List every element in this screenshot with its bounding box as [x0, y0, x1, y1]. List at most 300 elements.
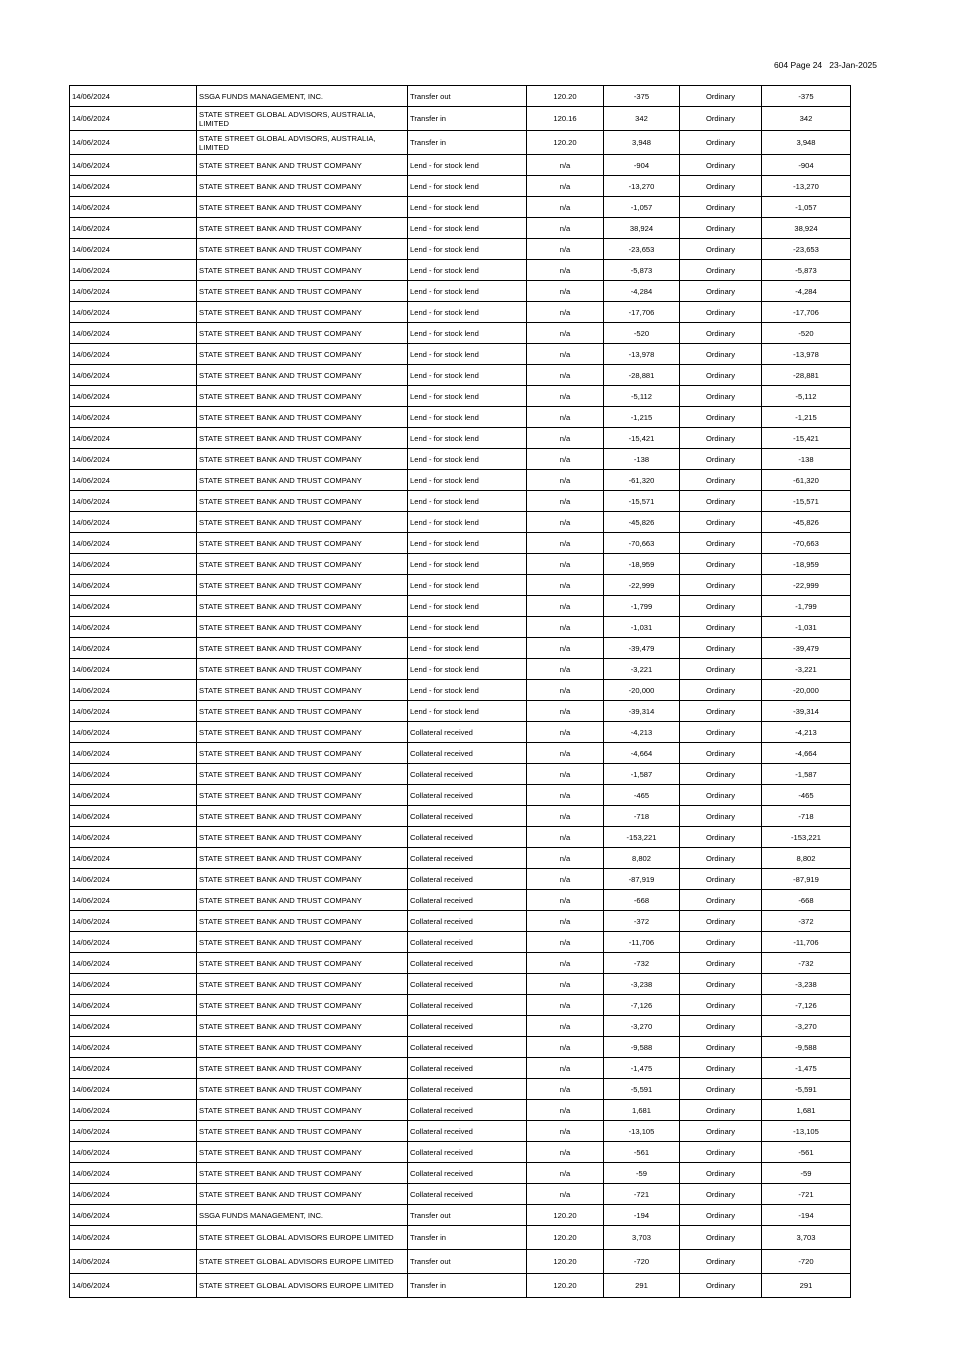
cell-consideration: -20,000: [604, 680, 680, 701]
page-ref: 604 Page 24: [773, 60, 823, 70]
cell-date: 14/06/2024: [70, 827, 197, 848]
cell-date: 14/06/2024: [70, 911, 197, 932]
cell-class: Ordinary: [680, 1037, 762, 1058]
cell-consideration: 342: [604, 107, 680, 131]
cell-price: n/a: [527, 575, 604, 596]
cell-price: n/a: [527, 932, 604, 953]
cell-date: 14/06/2024: [70, 1100, 197, 1121]
cell-class: Ordinary: [680, 533, 762, 554]
cell-class: Ordinary: [680, 659, 762, 680]
cell-date: 14/06/2024: [70, 239, 197, 260]
cell-date: 14/06/2024: [70, 107, 197, 131]
cell-price: n/a: [527, 722, 604, 743]
table-row: [70, 407, 851, 428]
cell-nature-of-change: Lend - for stock lend: [408, 155, 527, 176]
cell-nature-of-change: Lend - for stock lend: [408, 260, 527, 281]
cell-consideration: -87,919: [604, 869, 680, 890]
cell-securities: -375: [762, 86, 851, 107]
cell-class: Ordinary: [680, 197, 762, 218]
cell-consideration: -15,571: [604, 491, 680, 512]
cell-nature-of-change: Transfer out: [408, 1205, 527, 1226]
cell-consideration: 38,924: [604, 218, 680, 239]
table-row: [70, 1205, 851, 1226]
cell-class: Ordinary: [680, 617, 762, 638]
table-row: [70, 1037, 851, 1058]
cell-securities: -1,799: [762, 596, 851, 617]
cell-entity: STATE STREET GLOBAL ADVISORS, AUSTRALIA, LIMITED: [197, 107, 408, 131]
cell-securities: -4,664: [762, 743, 851, 764]
cell-date: 14/06/2024: [70, 785, 197, 806]
cell-securities: -721: [762, 1184, 851, 1205]
cell-class: Ordinary: [680, 344, 762, 365]
cell-entity: STATE STREET BANK AND TRUST COMPANY: [197, 1100, 408, 1121]
cell-date: 14/06/2024: [70, 533, 197, 554]
table-row: [70, 701, 851, 722]
cell-class: Ordinary: [680, 155, 762, 176]
cell-date: 14/06/2024: [70, 953, 197, 974]
cell-nature-of-change: Lend - for stock lend: [408, 470, 527, 491]
cell-entity: STATE STREET BANK AND TRUST COMPANY: [197, 1016, 408, 1037]
cell-nature-of-change: Lend - for stock lend: [408, 554, 527, 575]
cell-date: 14/06/2024: [70, 1250, 197, 1274]
cell-entity: STATE STREET BANK AND TRUST COMPANY: [197, 197, 408, 218]
cell-consideration: -1,799: [604, 596, 680, 617]
cell-entity: STATE STREET BANK AND TRUST COMPANY: [197, 659, 408, 680]
cell-entity: STATE STREET BANK AND TRUST COMPANY: [197, 1184, 408, 1205]
cell-price: 120.20: [527, 86, 604, 107]
cell-nature-of-change: Lend - for stock lend: [408, 512, 527, 533]
cell-entity: STATE STREET BANK AND TRUST COMPANY: [197, 680, 408, 701]
cell-securities: -3,238: [762, 974, 851, 995]
cell-class: Ordinary: [680, 1274, 762, 1298]
cell-class: Ordinary: [680, 848, 762, 869]
cell-date: 14/06/2024: [70, 638, 197, 659]
cell-price: n/a: [527, 1037, 604, 1058]
cell-class: Ordinary: [680, 932, 762, 953]
cell-securities: -720: [762, 1250, 851, 1274]
cell-date: 14/06/2024: [70, 743, 197, 764]
cell-class: Ordinary: [680, 1142, 762, 1163]
cell-date: 14/06/2024: [70, 302, 197, 323]
cell-date: 14/06/2024: [70, 869, 197, 890]
table-row: [70, 218, 851, 239]
cell-securities: -5,873: [762, 260, 851, 281]
cell-price: n/a: [527, 596, 604, 617]
cell-date: 14/06/2024: [70, 1016, 197, 1037]
cell-price: n/a: [527, 806, 604, 827]
cell-date: 14/06/2024: [70, 155, 197, 176]
cell-price: 120.20: [527, 1226, 604, 1250]
cell-consideration: -13,105: [604, 1121, 680, 1142]
cell-consideration: -5,591: [604, 1079, 680, 1100]
cell-date: 14/06/2024: [70, 1226, 197, 1250]
cell-consideration: -561: [604, 1142, 680, 1163]
cell-date: 14/06/2024: [70, 365, 197, 386]
cell-price: n/a: [527, 848, 604, 869]
cell-class: Ordinary: [680, 638, 762, 659]
cell-class: Ordinary: [680, 680, 762, 701]
cell-class: Ordinary: [680, 302, 762, 323]
cell-date: 14/06/2024: [70, 1121, 197, 1142]
cell-price: 120.20: [527, 131, 604, 155]
table-row: [70, 1079, 851, 1100]
cell-securities: -372: [762, 911, 851, 932]
cell-class: Ordinary: [680, 743, 762, 764]
cell-price: n/a: [527, 659, 604, 680]
cell-securities: -732: [762, 953, 851, 974]
cell-securities: -13,105: [762, 1121, 851, 1142]
cell-entity: STATE STREET BANK AND TRUST COMPANY: [197, 260, 408, 281]
cell-consideration: -5,112: [604, 386, 680, 407]
table-row: [70, 155, 851, 176]
cell-securities: -7,126: [762, 995, 851, 1016]
cell-nature-of-change: Lend - for stock lend: [408, 218, 527, 239]
table-row: [70, 806, 851, 827]
cell-entity: STATE STREET BANK AND TRUST COMPANY: [197, 806, 408, 827]
cell-date: 14/06/2024: [70, 512, 197, 533]
cell-securities: -4,284: [762, 281, 851, 302]
cell-price: n/a: [527, 281, 604, 302]
cell-date: 14/06/2024: [70, 491, 197, 512]
cell-class: Ordinary: [680, 218, 762, 239]
cell-securities: -59: [762, 1163, 851, 1184]
cell-entity: STATE STREET BANK AND TRUST COMPANY: [197, 764, 408, 785]
table-row: [70, 533, 851, 554]
cell-class: Ordinary: [680, 1184, 762, 1205]
cell-nature-of-change: Transfer in: [408, 1226, 527, 1250]
cell-date: 14/06/2024: [70, 281, 197, 302]
cell-securities: -1,031: [762, 617, 851, 638]
table-row: [70, 176, 851, 197]
cell-securities: 3,948: [762, 131, 851, 155]
cell-class: Ordinary: [680, 239, 762, 260]
cell-price: n/a: [527, 764, 604, 785]
cell-date: 14/06/2024: [70, 617, 197, 638]
cell-price: n/a: [527, 827, 604, 848]
cell-nature-of-change: Collateral received: [408, 1058, 527, 1079]
cell-class: Ordinary: [680, 827, 762, 848]
cell-date: 14/06/2024: [70, 449, 197, 470]
cell-nature-of-change: Lend - for stock lend: [408, 575, 527, 596]
cell-class: Ordinary: [680, 365, 762, 386]
table-row: [70, 953, 851, 974]
cell-nature-of-change: Lend - for stock lend: [408, 428, 527, 449]
cell-nature-of-change: Collateral received: [408, 1163, 527, 1184]
cell-entity: STATE STREET BANK AND TRUST COMPANY: [197, 869, 408, 890]
cell-nature-of-change: Collateral received: [408, 974, 527, 995]
table-row: [70, 764, 851, 785]
cell-nature-of-change: Lend - for stock lend: [408, 680, 527, 701]
cell-securities: -520: [762, 323, 851, 344]
cell-nature-of-change: Lend - for stock lend: [408, 617, 527, 638]
cell-entity: STATE STREET BANK AND TRUST COMPANY: [197, 407, 408, 428]
cell-date: 14/06/2024: [70, 407, 197, 428]
cell-nature-of-change: Lend - for stock lend: [408, 533, 527, 554]
cell-nature-of-change: Lend - for stock lend: [408, 659, 527, 680]
cell-class: Ordinary: [680, 107, 762, 131]
table-row: [70, 281, 851, 302]
cell-entity: STATE STREET BANK AND TRUST COMPANY: [197, 1121, 408, 1142]
cell-price: n/a: [527, 218, 604, 239]
table-row: [70, 680, 851, 701]
cell-date: 14/06/2024: [70, 554, 197, 575]
cell-class: Ordinary: [680, 1226, 762, 1250]
cell-price: n/a: [527, 302, 604, 323]
cell-class: Ordinary: [680, 323, 762, 344]
table-row: [70, 974, 851, 995]
cell-securities: -11,706: [762, 932, 851, 953]
cell-entity: STATE STREET BANK AND TRUST COMPANY: [197, 995, 408, 1016]
cell-nature-of-change: Collateral received: [408, 1121, 527, 1142]
cell-date: 14/06/2024: [70, 1142, 197, 1163]
cell-entity: STATE STREET BANK AND TRUST COMPANY: [197, 722, 408, 743]
cell-class: Ordinary: [680, 86, 762, 107]
cell-date: 14/06/2024: [70, 260, 197, 281]
cell-securities: -39,479: [762, 638, 851, 659]
cell-price: n/a: [527, 1121, 604, 1142]
table-row: [70, 1100, 851, 1121]
cell-nature-of-change: Transfer out: [408, 86, 527, 107]
cell-price: n/a: [527, 344, 604, 365]
cell-date: 14/06/2024: [70, 806, 197, 827]
cell-class: Ordinary: [680, 281, 762, 302]
cell-nature-of-change: Collateral received: [408, 827, 527, 848]
cell-securities: 342: [762, 107, 851, 131]
table-row: [70, 1058, 851, 1079]
cell-consideration: -22,999: [604, 575, 680, 596]
cell-price: n/a: [527, 239, 604, 260]
cell-nature-of-change: Lend - for stock lend: [408, 323, 527, 344]
cell-securities: -22,999: [762, 575, 851, 596]
cell-consideration: -13,270: [604, 176, 680, 197]
cell-consideration: -372: [604, 911, 680, 932]
cell-date: 14/06/2024: [70, 890, 197, 911]
cell-entity: STATE STREET BANK AND TRUST COMPANY: [197, 554, 408, 575]
cell-consideration: -18,959: [604, 554, 680, 575]
cell-entity: STATE STREET BANK AND TRUST COMPANY: [197, 1058, 408, 1079]
cell-price: n/a: [527, 197, 604, 218]
cell-consideration: -39,479: [604, 638, 680, 659]
cell-price: n/a: [527, 533, 604, 554]
cell-price: n/a: [527, 176, 604, 197]
cell-consideration: 3,948: [604, 131, 680, 155]
cell-entity: STATE STREET BANK AND TRUST COMPANY: [197, 428, 408, 449]
cell-nature-of-change: Collateral received: [408, 743, 527, 764]
cell-class: Ordinary: [680, 1079, 762, 1100]
cell-entity: STATE STREET BANK AND TRUST COMPANY: [197, 449, 408, 470]
cell-consideration: -61,320: [604, 470, 680, 491]
cell-entity: STATE STREET BANK AND TRUST COMPANY: [197, 974, 408, 995]
cell-consideration: -1,587: [604, 764, 680, 785]
cell-price: n/a: [527, 953, 604, 974]
cell-nature-of-change: Lend - for stock lend: [408, 449, 527, 470]
cell-entity: STATE STREET BANK AND TRUST COMPANY: [197, 911, 408, 932]
cell-securities: -1,215: [762, 407, 851, 428]
cell-nature-of-change: Lend - for stock lend: [408, 365, 527, 386]
cell-nature-of-change: Collateral received: [408, 848, 527, 869]
cell-nature-of-change: Lend - for stock lend: [408, 386, 527, 407]
cell-entity: STATE STREET BANK AND TRUST COMPANY: [197, 1079, 408, 1100]
cell-class: Ordinary: [680, 1016, 762, 1037]
cell-class: Ordinary: [680, 806, 762, 827]
cell-securities: 8,802: [762, 848, 851, 869]
cell-nature-of-change: Collateral received: [408, 722, 527, 743]
cell-securities: -17,706: [762, 302, 851, 323]
cell-securities: -28,881: [762, 365, 851, 386]
cell-consideration: -9,588: [604, 1037, 680, 1058]
cell-price: 120.20: [527, 1250, 604, 1274]
cell-nature-of-change: Collateral received: [408, 953, 527, 974]
cell-entity: STATE STREET BANK AND TRUST COMPANY: [197, 176, 408, 197]
cell-entity: STATE STREET BANK AND TRUST COMPANY: [197, 1142, 408, 1163]
table-row: [70, 449, 851, 470]
cell-consideration: -732: [604, 953, 680, 974]
cell-nature-of-change: Lend - for stock lend: [408, 701, 527, 722]
cell-date: 14/06/2024: [70, 1079, 197, 1100]
cell-price: n/a: [527, 1142, 604, 1163]
cell-consideration: -4,664: [604, 743, 680, 764]
cell-securities: -1,057: [762, 197, 851, 218]
cell-price: n/a: [527, 890, 604, 911]
cell-class: Ordinary: [680, 554, 762, 575]
cell-class: Ordinary: [680, 1058, 762, 1079]
cell-consideration: -138: [604, 449, 680, 470]
cell-nature-of-change: Collateral received: [408, 785, 527, 806]
table-row: [70, 869, 851, 890]
cell-entity: STATE STREET BANK AND TRUST COMPANY: [197, 470, 408, 491]
cell-price: n/a: [527, 323, 604, 344]
cell-entity: STATE STREET BANK AND TRUST COMPANY: [197, 365, 408, 386]
cell-date: 14/06/2024: [70, 323, 197, 344]
cell-class: Ordinary: [680, 995, 762, 1016]
table-row: [70, 638, 851, 659]
cell-class: Ordinary: [680, 911, 762, 932]
cell-nature-of-change: Lend - for stock lend: [408, 281, 527, 302]
cell-nature-of-change: Collateral received: [408, 1079, 527, 1100]
table-row: [70, 827, 851, 848]
cell-date: 14/06/2024: [70, 596, 197, 617]
cell-date: 14/06/2024: [70, 848, 197, 869]
transactions-table: [69, 85, 851, 1298]
cell-consideration: 3,703: [604, 1226, 680, 1250]
cell-nature-of-change: Lend - for stock lend: [408, 491, 527, 512]
cell-securities: -23,653: [762, 239, 851, 260]
cell-entity: STATE STREET BANK AND TRUST COMPANY: [197, 386, 408, 407]
cell-price: n/a: [527, 869, 604, 890]
cell-entity: STATE STREET BANK AND TRUST COMPANY: [197, 785, 408, 806]
cell-consideration: -1,475: [604, 1058, 680, 1079]
cell-class: Ordinary: [680, 953, 762, 974]
cell-securities: -70,663: [762, 533, 851, 554]
cell-price: n/a: [527, 554, 604, 575]
cell-entity: STATE STREET BANK AND TRUST COMPANY: [197, 344, 408, 365]
cell-price: n/a: [527, 1079, 604, 1100]
cell-price: n/a: [527, 785, 604, 806]
cell-nature-of-change: Lend - for stock lend: [408, 638, 527, 659]
cell-consideration: -23,653: [604, 239, 680, 260]
table-row: [70, 1250, 851, 1274]
cell-class: Ordinary: [680, 701, 762, 722]
cell-entity: SSGA FUNDS MANAGEMENT, INC.: [197, 1205, 408, 1226]
table-row: [70, 86, 851, 107]
cell-date: 14/06/2024: [70, 680, 197, 701]
cell-price: n/a: [527, 911, 604, 932]
cell-nature-of-change: Collateral received: [408, 869, 527, 890]
table-row: [70, 596, 851, 617]
table-row: [70, 260, 851, 281]
cell-date: 14/06/2024: [70, 344, 197, 365]
cell-nature-of-change: Lend - for stock lend: [408, 344, 527, 365]
cell-nature-of-change: Collateral received: [408, 1184, 527, 1205]
cell-entity: STATE STREET BANK AND TRUST COMPANY: [197, 848, 408, 869]
cell-class: Ordinary: [680, 386, 762, 407]
cell-date: 14/06/2024: [70, 131, 197, 155]
cell-class: Ordinary: [680, 470, 762, 491]
cell-date: 14/06/2024: [70, 722, 197, 743]
cell-entity: STATE STREET GLOBAL ADVISORS EUROPE LIMITED: [197, 1226, 408, 1250]
cell-securities: -561: [762, 1142, 851, 1163]
cell-date: 14/06/2024: [70, 932, 197, 953]
cell-nature-of-change: Transfer in: [408, 131, 527, 155]
cell-date: 14/06/2024: [70, 575, 197, 596]
cell-date: 14/06/2024: [70, 1274, 197, 1298]
cell-consideration: -39,314: [604, 701, 680, 722]
table-row: [70, 512, 851, 533]
cell-nature-of-change: Transfer out: [408, 1250, 527, 1274]
table-row: [70, 302, 851, 323]
cell-class: Ordinary: [680, 428, 762, 449]
cell-securities: -1,475: [762, 1058, 851, 1079]
table-row: [70, 1274, 851, 1298]
cell-date: 14/06/2024: [70, 701, 197, 722]
cell-price: n/a: [527, 1058, 604, 1079]
cell-entity: STATE STREET BANK AND TRUST COMPANY: [197, 638, 408, 659]
table-row: [70, 743, 851, 764]
cell-class: Ordinary: [680, 764, 762, 785]
cell-date: 14/06/2024: [70, 428, 197, 449]
cell-nature-of-change: Collateral received: [408, 932, 527, 953]
cell-class: Ordinary: [680, 176, 762, 197]
table-row: [70, 239, 851, 260]
cell-consideration: -721: [604, 1184, 680, 1205]
page-date: 23-Jan-2025: [829, 60, 877, 70]
cell-securities: -904: [762, 155, 851, 176]
cell-securities: -39,314: [762, 701, 851, 722]
cell-nature-of-change: Transfer in: [408, 107, 527, 131]
cell-nature-of-change: Lend - for stock lend: [408, 176, 527, 197]
cell-price: n/a: [527, 995, 604, 1016]
cell-securities: -4,213: [762, 722, 851, 743]
table-row: [70, 344, 851, 365]
cell-entity: STATE STREET BANK AND TRUST COMPANY: [197, 953, 408, 974]
cell-price: n/a: [527, 386, 604, 407]
cell-date: 14/06/2024: [70, 1205, 197, 1226]
cell-entity: STATE STREET BANK AND TRUST COMPANY: [197, 1037, 408, 1058]
cell-securities: -15,421: [762, 428, 851, 449]
cell-nature-of-change: Lend - for stock lend: [408, 239, 527, 260]
cell-consideration: 291: [604, 1274, 680, 1298]
cell-consideration: 1,681: [604, 1100, 680, 1121]
cell-price: n/a: [527, 680, 604, 701]
cell-price: n/a: [527, 407, 604, 428]
cell-nature-of-change: Collateral received: [408, 995, 527, 1016]
cell-price: n/a: [527, 155, 604, 176]
cell-nature-of-change: Collateral received: [408, 1016, 527, 1037]
cell-nature-of-change: Collateral received: [408, 890, 527, 911]
cell-class: Ordinary: [680, 260, 762, 281]
cell-price: n/a: [527, 974, 604, 995]
cell-date: 14/06/2024: [70, 764, 197, 785]
